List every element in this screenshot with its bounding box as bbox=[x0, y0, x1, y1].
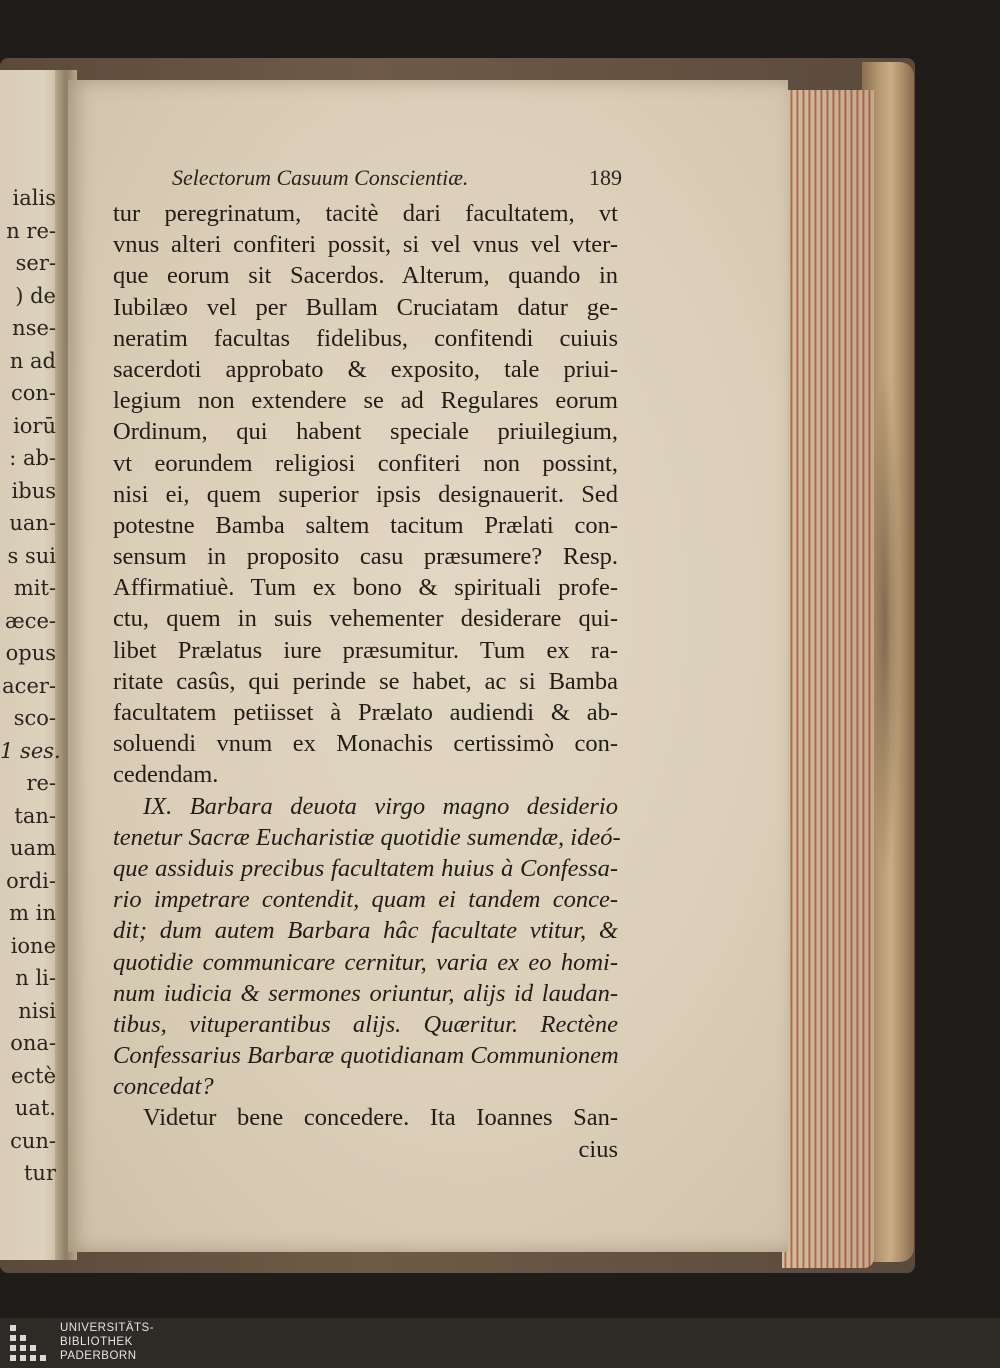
text-line: que assiduis precibus facultatem huius à Confessa- bbox=[113, 854, 618, 882]
text-line: cedendam. bbox=[113, 761, 219, 789]
margin-fragment: ialis bbox=[12, 186, 56, 210]
margin-fragment: n re- bbox=[6, 218, 56, 243]
left-page-text-fragments bbox=[0, 182, 62, 1190]
text-line: legium non extendere se ad Regulares eorum bbox=[113, 387, 618, 415]
text-line: IX. Barbara deuota virgo magno desiderio bbox=[143, 792, 618, 820]
text-line: sensum in proposito casu præsumere? Resp. bbox=[113, 543, 618, 571]
text-line: tenetur Sacræ Eucharistiæ quotidie sumendæ, ideó- bbox=[113, 823, 621, 851]
footer-bar bbox=[0, 1318, 1000, 1368]
text-line: tibus, vituperantibus alijs. Quæritur. Rectène bbox=[113, 1010, 618, 1038]
margin-fragment: ona- bbox=[10, 1031, 56, 1055]
text-line: potestne Bamba saltem tacitum Prælati con- bbox=[113, 511, 618, 539]
margin-fragment: uan- bbox=[9, 511, 56, 535]
text-line: quotidie communicare cernitur, varia ex eo homi- bbox=[113, 948, 618, 976]
text-line: Ordinum, qui habent speciale priuilegium, bbox=[113, 418, 618, 446]
margin-fragment: 1 ses. bbox=[0, 738, 61, 763]
margin-fragment: ) de bbox=[15, 283, 56, 308]
text-line: neratim facultas fidelibus, confitendi cuiuis bbox=[113, 324, 618, 352]
text-line: Affirmatiuè. Tum ex bono & spirituali profe- bbox=[113, 574, 618, 602]
text-line: dit; dum autem Barbara hâc facultate vtitur, & bbox=[113, 917, 618, 945]
margin-fragment: m in bbox=[9, 901, 56, 925]
logo-line: UNIVERSITÄTS- bbox=[60, 1322, 155, 1334]
margin-fragment: mit- bbox=[13, 576, 56, 600]
margin-fragment: ordi- bbox=[6, 868, 56, 893]
text-line: rio impetrare contendit, quam ei tandem conce- bbox=[113, 886, 618, 914]
text-line: Iubilæo vel per Bullam Cruciatam datur ge- bbox=[113, 293, 618, 321]
body-text bbox=[113, 198, 621, 1165]
page-number: 189 bbox=[589, 165, 622, 190]
text-line: Confessarius Barbaræ quotidianam Communionem bbox=[113, 1042, 619, 1070]
text-line: tur peregrinatum, tacitè dari facultatem, vt bbox=[113, 200, 618, 227]
logo-line: BIBLIOTHEK bbox=[60, 1336, 133, 1348]
margin-fragment: ibus bbox=[11, 478, 56, 503]
margin-fragment: n ad bbox=[9, 348, 56, 373]
margin-fragment: tur bbox=[23, 1161, 56, 1185]
margin-fragment: uam bbox=[10, 836, 56, 860]
margin-fragment: cun- bbox=[10, 1128, 56, 1153]
library-logo-text bbox=[60, 1321, 154, 1363]
margin-fragment: nse- bbox=[12, 316, 56, 340]
text-line: cius bbox=[578, 1135, 618, 1163]
running-header bbox=[172, 165, 622, 195]
text-line: concedat? bbox=[113, 1073, 214, 1101]
margin-fragment: sco- bbox=[13, 706, 56, 730]
margin-fragment: ione bbox=[10, 933, 56, 958]
text-line: facultatem petiisset à Prælato audiendi & ab- bbox=[113, 699, 618, 726]
margin-fragment: ectè bbox=[10, 1063, 56, 1088]
margin-fragment: re- bbox=[26, 771, 56, 795]
margin-fragment: uat. bbox=[14, 1096, 56, 1120]
text-line: ctu, quem in suis vehementer desiderare qui- bbox=[113, 605, 618, 633]
text-line: vnus alteri confiteri possit, si vel vnus vel vter- bbox=[113, 231, 618, 259]
margin-fragment: acer- bbox=[2, 673, 56, 698]
margin-fragment: opus bbox=[5, 641, 56, 665]
text-line: Videtur bene concedere. Ita Ioannes San- bbox=[143, 1104, 618, 1132]
page-edges bbox=[782, 90, 874, 1268]
logo-line: PADERBORN bbox=[60, 1350, 137, 1362]
running-title: Selectorum Casuum Conscientiæ. bbox=[172, 165, 469, 190]
text-line: libet Prælatus iure præsumitur. Tum ex ra- bbox=[113, 636, 618, 664]
text-line: soluendi vnum ex Monachis certissimò con- bbox=[113, 730, 618, 758]
text-line: nisi ei, quem superior ipsis designauerit. Sed bbox=[113, 480, 618, 508]
margin-fragment: tan- bbox=[14, 803, 56, 828]
margin-fragment: s sui bbox=[7, 543, 56, 568]
margin-fragment: n li- bbox=[15, 966, 56, 990]
text-line: vt eorundem religiosi confiteri non possint, bbox=[113, 449, 618, 477]
margin-fragment: ser- bbox=[15, 251, 56, 275]
text-line: sacerdoti approbato & exposito, tale priui- bbox=[113, 355, 618, 383]
text-line: que eorum sit Sacerdos. Alterum, quando in bbox=[113, 262, 618, 290]
library-logo-icon bbox=[8, 1321, 50, 1363]
margin-fragment: iorū bbox=[13, 413, 56, 438]
margin-fragment: con- bbox=[10, 381, 56, 405]
margin-fragment: : ab- bbox=[9, 446, 56, 470]
text-line: num iudicia & sermones oriuntur, alijs id laudan- bbox=[113, 979, 618, 1007]
margin-fragment: nisi bbox=[18, 998, 56, 1023]
text-line: ritate casûs, qui perinde se habet, ac si Bamba bbox=[113, 667, 618, 695]
margin-fragment: æce- bbox=[4, 608, 56, 633]
